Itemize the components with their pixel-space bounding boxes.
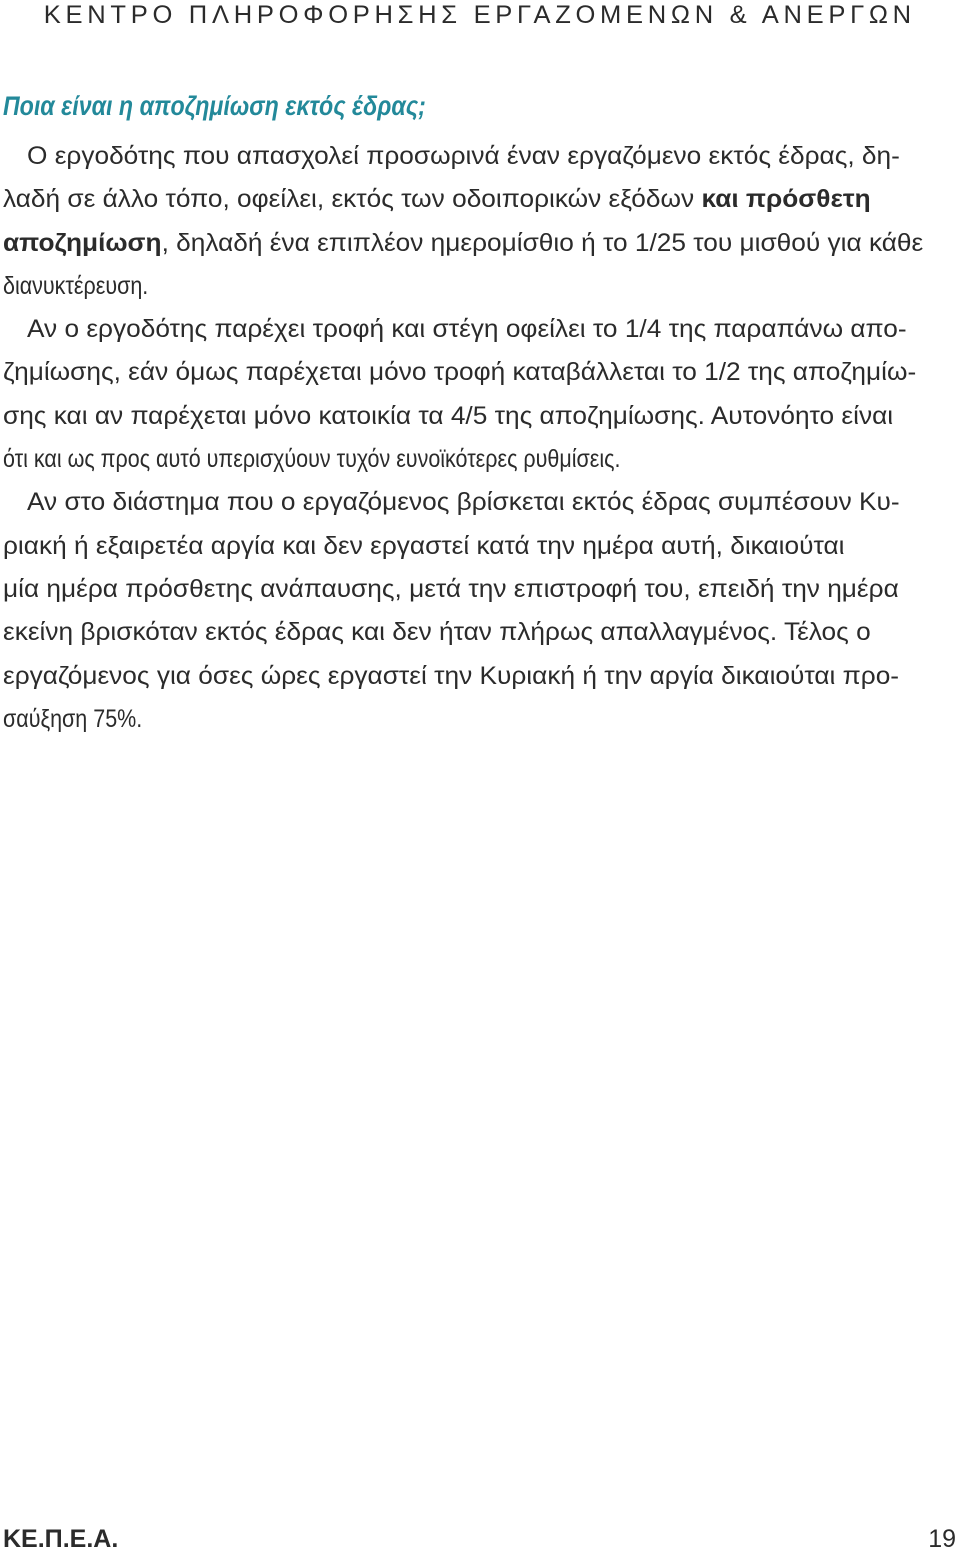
- text-line: [3, 351, 958, 394]
- text-line: [3, 438, 958, 481]
- paragraph: [3, 481, 958, 741]
- article-body: [3, 135, 958, 741]
- text-line: [3, 178, 958, 221]
- text-run: διανυκτέρευση.: [3, 271, 149, 300]
- text-run: εργαζόμενος για όσες ώρες εργαστεί την Κυριακή ή την αργία δικαιούται προ-: [3, 661, 900, 690]
- text-line: [3, 525, 958, 568]
- text-line: [3, 308, 958, 351]
- text-line: [3, 481, 958, 524]
- page-number: 19: [928, 1525, 956, 1553]
- text-run: ζημίωσης, εάν όμως παρέχεται μόνο τροφή καταβάλλεται το 1/2 της αποζημίω-: [3, 358, 917, 387]
- bold-term: αποζημίωση: [3, 228, 162, 257]
- paragraph: [3, 135, 958, 308]
- text-run: σης και αν παρέχεται μόνο κατοικία τα 4/5 της αποζημίωσης. Αυτονόητο είναι: [3, 401, 894, 430]
- text-run: εκείνη βρισκόταν εκτός έδρας και δεν ήταν πλήρως απαλλαγμένος. Τέλος ο: [3, 618, 871, 647]
- text-run: μία ημέρα πρόσθετης ανάπαυσης, μετά την επιστροφή του, επειδή την ημέρα: [3, 574, 899, 603]
- text-run: ότι και ως προς αυτό υπερισχύουν τυχόν ευνοϊκότερες ρυθμίσεις.: [3, 445, 621, 474]
- text-line: [3, 135, 958, 178]
- paragraph: [3, 308, 958, 481]
- text-line: [3, 222, 958, 265]
- text-line: [3, 611, 958, 654]
- text-run: Αν στο διάστημα που ο εργαζόμενος βρίσκεται εκτός έδρας συμπέσουν Κυ-: [27, 488, 900, 517]
- text-line: [3, 395, 958, 438]
- text-run: Ο εργοδότης που απασχολεί προσωρινά έναν εργαζόμενο εκτός έδρας, δη-: [27, 142, 900, 170]
- section-heading: Ποια είναι η αποζημίωση εκτός έδρας;: [3, 91, 426, 121]
- bold-term: και πρόσθετη: [701, 185, 871, 214]
- running-header: ΚΕΝΤΡΟ ΠΛΗΡΟΦΟΡΗΣΗΣ ΕΡΓΑΖΟΜΕΝΩΝ & ΑΝΕΡΓΩΝ: [43, 1, 916, 29]
- text-run: Αν ο εργοδότης παρέχει τροφή και στέγη οφείλει το 1/4 της παραπάνω απο-: [27, 315, 907, 344]
- publisher-footer: ΚΕ.Π.Ε.Α.: [3, 1525, 119, 1553]
- text-run: , δηλαδή ένα επιπλέον ημερομίσθιο ή το 1/25 του μισθού για κάθε: [161, 228, 924, 257]
- text-line: [3, 265, 958, 308]
- text-line: [3, 655, 958, 698]
- text-run: ριακή ή εξαιρετέα αργία και δεν εργαστεί κατά την ημέρα αυτή, δικαιούται: [3, 531, 845, 560]
- text-run: λαδή σε άλλο τόπο, οφείλει, εκτός των οδοιπορικών εξόδων: [3, 185, 702, 214]
- text-line: [3, 568, 958, 611]
- text-run: σαύξηση 75%.: [3, 704, 143, 733]
- text-line: [3, 698, 958, 741]
